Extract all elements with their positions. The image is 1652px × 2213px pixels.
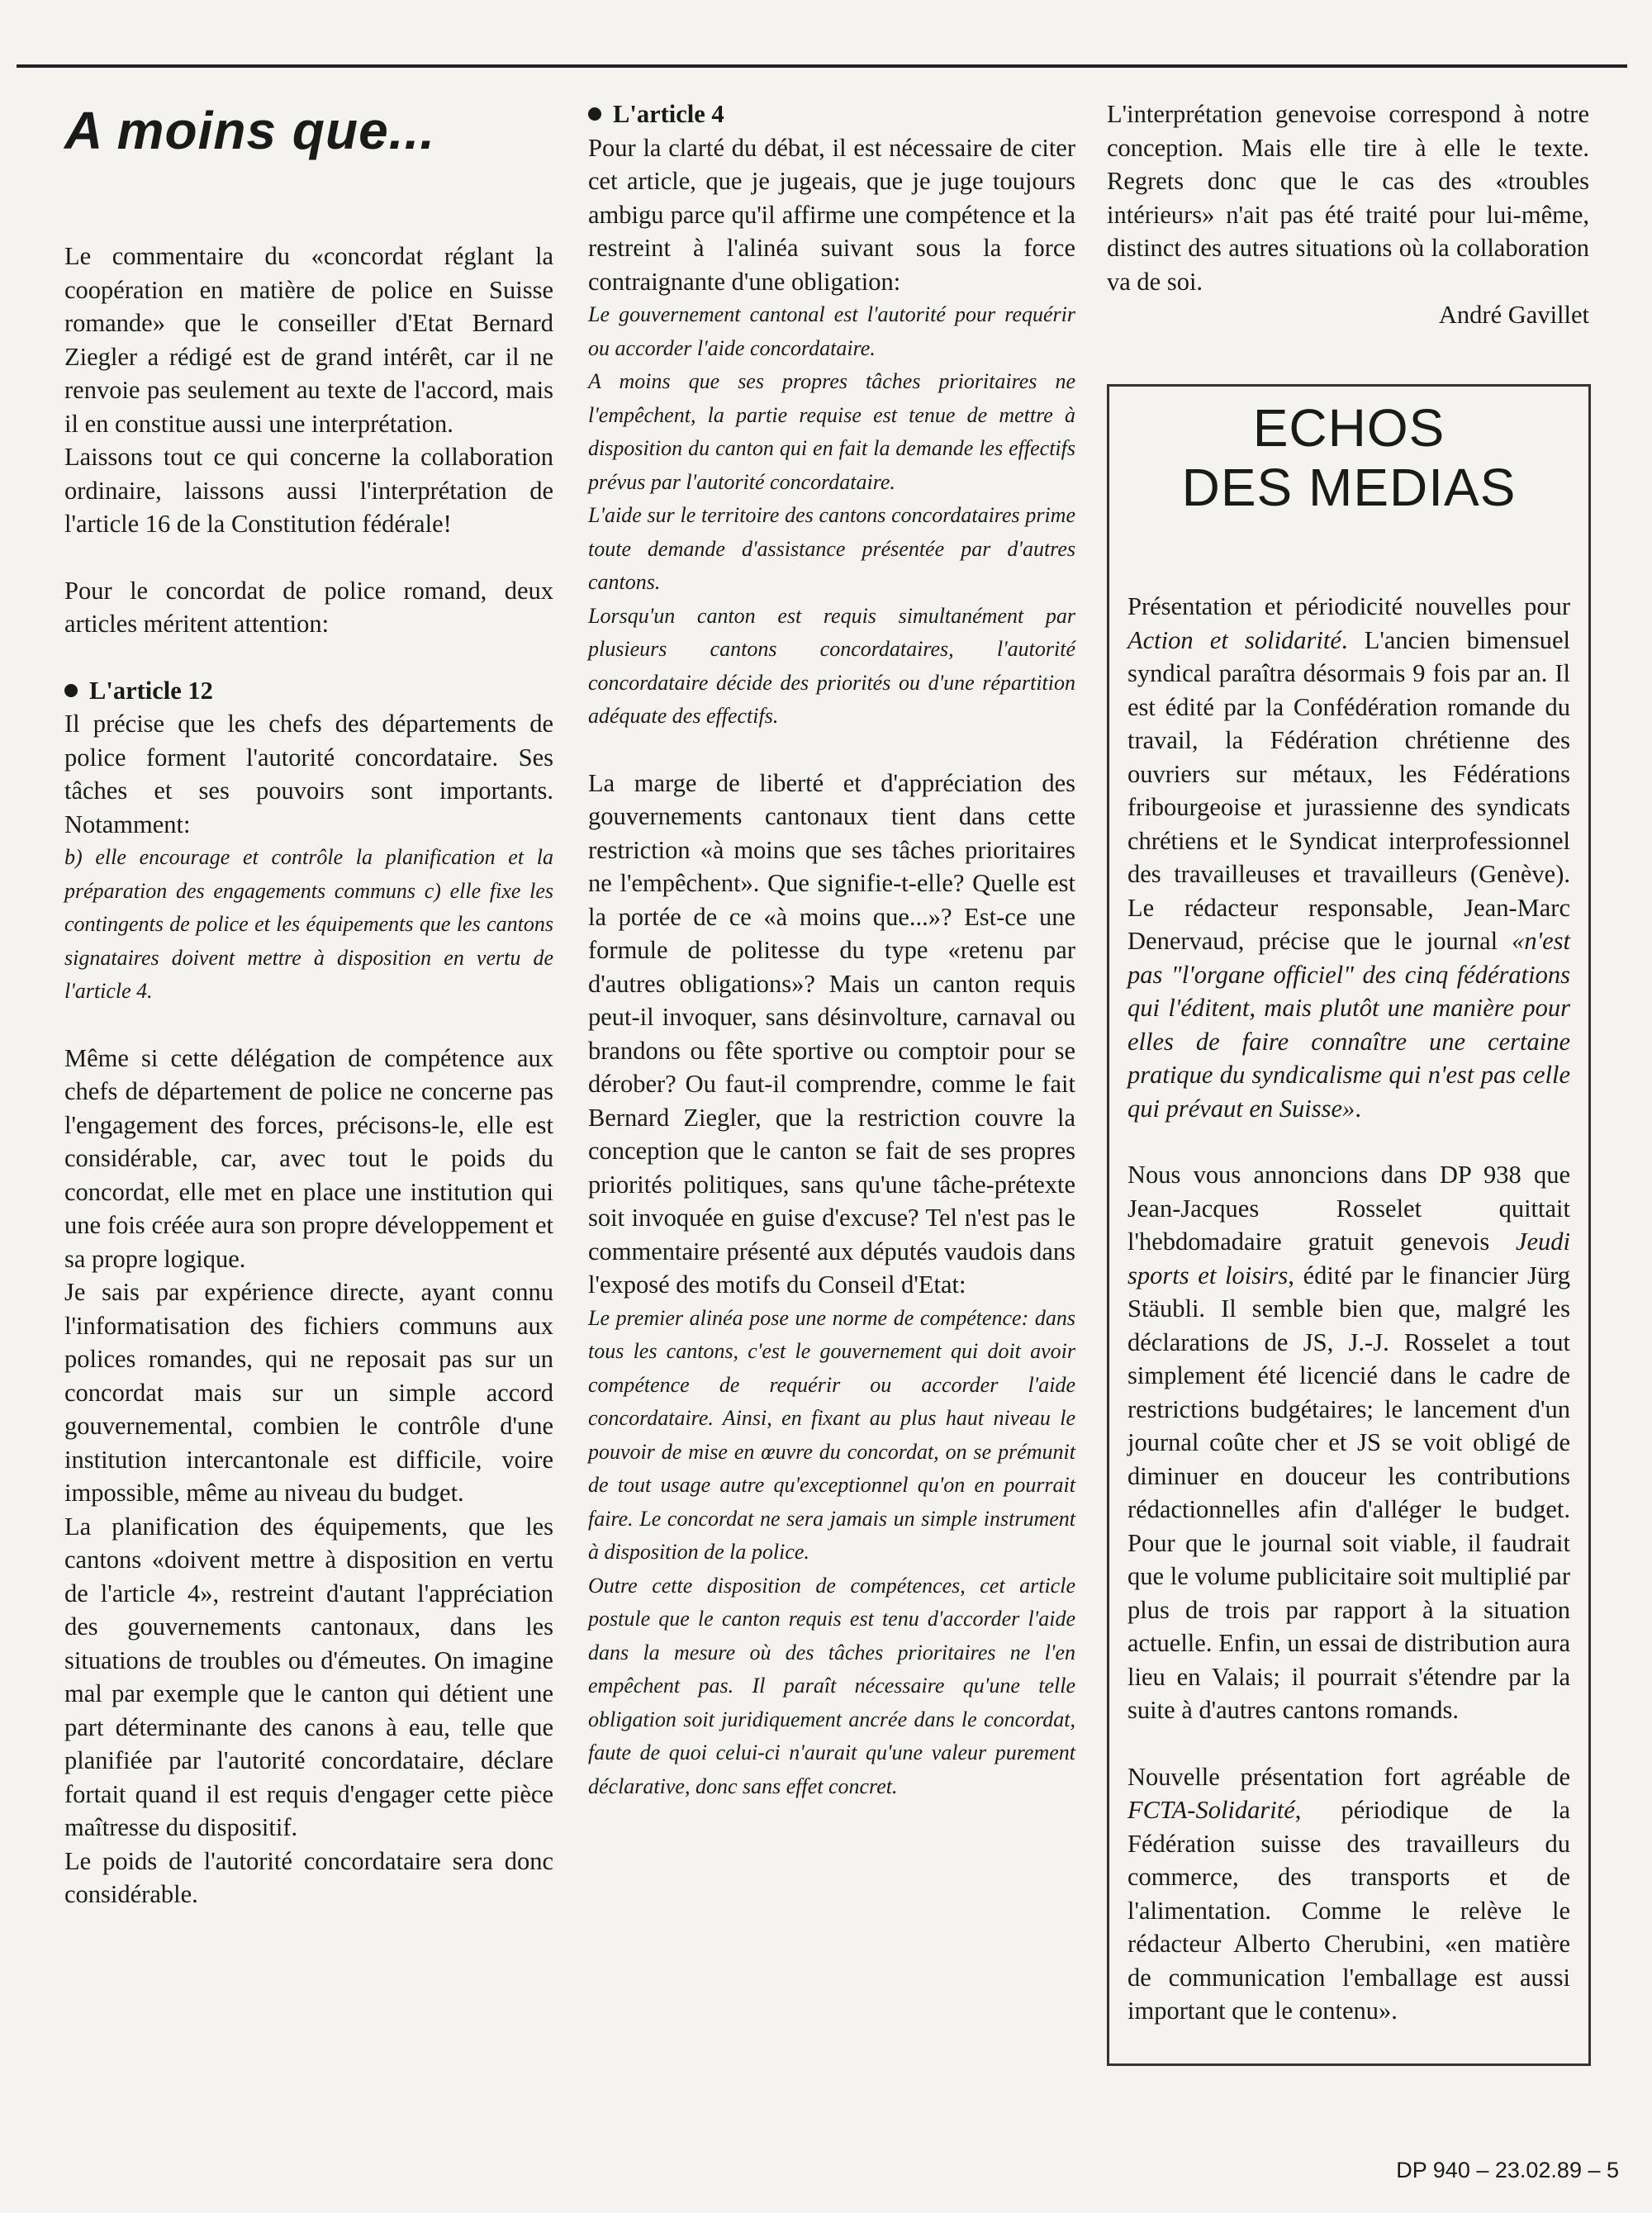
paragraph: Le poids de l'autorité concordataire sera donc considérable. bbox=[64, 1846, 553, 1908]
column-middle bbox=[588, 97, 1075, 1803]
quote: Le gouvernement cantonal est l'autorité pour requérir ou accorder l'aide concordataire. bbox=[588, 302, 1075, 360]
paragraph: Laissons tout ce qui concerne la collaboration ordinaire, laissons aussi l'interprétation de l'article 16 de la Constitution fédérale! bbox=[64, 443, 553, 538]
bullet-icon bbox=[64, 684, 78, 697]
paragraph: Il précise que les chefs des départements de police forment l'autorité concordataire. Ses tâches et ses pouvoirs sont importants. Notamment: bbox=[64, 710, 553, 838]
paragraph: Nouvelle présentation fort agréable de FCTA-Solidarité, périodique de la Fédération suisse des travailleurs du commerce, des transports et de l'alimentation. Comme le relève le rédacteur Alberto Cherubini, «en matière de communication l'emballage est aussi important que le contenu». bbox=[1127, 1762, 1570, 2025]
paragraph: Nous vous annoncions dans DP 938 que Jean-Jacques Rosselet quittait l'hebdomadaire gratuit genevois Jeudi sports et loisirs, édité par le financier Jürg Stäubli. Il semble bien que, malgré les déclarations de JS, J.-J. Rosselet a tout simplement été licencié dans le cadre de restrictions budgétaires; le lancement d'un journal coûte cher et JS se voit obligé de diminuer en douceur les contributions rédactionnelles afin d'alléger le budget. Pour que le journal soit viable, il faudrait que le volume publicitaire soit multiplié par plus de trois par rapport à la situation actuelle. Enfin, un essai de distribution aura lieu en Valais; il pourrait s'étendre par la suite à d'autres cantons romands. bbox=[1127, 1161, 1570, 1724]
bullet-icon bbox=[588, 107, 601, 121]
article-headline: A moins que... bbox=[64, 101, 435, 160]
paragraph: Pour la clarté du débat, il est nécessaire de citer cet article, que je jugeais, que je juge toujours ambigu parce qu'il affirme une compétence et la restreint à l'alinéa suivant sous la force contraignante d'une obligation: bbox=[588, 133, 1075, 296]
quote: b) elle encourage et contrôle la planification et la préparation des engagements communs c) elle fixe les contingents de police et les équipements que les cantons signataires doivent mettre à disposition en vertu de l'article 4. bbox=[64, 845, 553, 1003]
paragraph: Le commentaire du «concordat réglant la coopération en matière de police en Suisse romande» que le conseiller d'Etat Bernard Ziegler a rédigé est de grand intérêt, car il ne renvoie pas seulement au texte de l'accord, mais il en constitue aussi une interprétation. bbox=[64, 242, 553, 438]
paragraph: Présentation et périodicité nouvelles pour Action et solidarité. L'ancien bimensuel syndical paraîtra désormais 9 fois par an. Il est édité par la Confédération romande du travail, la Fédération chrétienne des ouvriers sur métaux, les Fédérations fribourgeoise et jurassienne des syndicats chrétiens et le Syndicat interprofessionnel des travailleuses et travailleurs (Genève). Le rédacteur responsable, Jean-Marc Denervaud, précise que le journal «n'est pas "l'organe officiel" des cinq fédérations qui l'éditent, mais plutôt une manière pour elles de faire connaître une certaine pratique du syndicalisme qui n'est pas celle qui prévaut en Suisse». bbox=[1127, 592, 1570, 1123]
quote: A moins que ses propres tâches prioritaires ne l'empêchent, la partie requise est tenue de mettre à disposition du canton qui en fait la demande les effectifs prévus par l'autorité concordataire. bbox=[588, 369, 1075, 494]
quote: L'aide sur le territoire des cantons concordataires prime toute demande d'assistance présentée par d'autres cantons. bbox=[588, 503, 1075, 594]
column-left bbox=[64, 91, 553, 1911]
quote: Le premier alinéa pose une norme de compétence: dans tous les cantons, c'est le gouvernement qui doit avoir compétence de requérir ou accorder l'aide concordataire. Ainsi, en fixant au plus haut niveau le pouvoir de mise en œuvre du concordat, on se prémunit de tout usage autre qu'exceptionnel qu'on en pourrait faire. Le concordat ne sera jamais un simple instrument à disposition de la police. bbox=[588, 1305, 1075, 1564]
quote: Outre cette disposition de compétences, cet article postule que le canton requis est tenu d'accorder l'aide dans la mesure où des tâches prioritaires ne l'en empêchent pas. Il paraît nécessaire qu'une telle obligation soit juridiquement ancrée dans le concordat, faute de quoi celui-ci n'aurait qu'une valeur purement déclarative, donc sans effet concret. bbox=[588, 1573, 1075, 1798]
subheading-article-12: L'article 12 bbox=[64, 674, 553, 708]
page-footer: DP 940 – 23.02.89 – 5 bbox=[1396, 2158, 1619, 2182]
author-signature: André Gavillet bbox=[1438, 301, 1589, 329]
subheading-article-4: L'article 4 bbox=[588, 97, 1075, 131]
column-right bbox=[1107, 97, 1589, 332]
paragraph: La planification des équipements, que les cantons «doivent mettre à disposition en vertu de l'article 4», restreint d'autant l'appréciation des gouvernements cantonaux, dans les situations de troubles ou d'émeutes. On imagine mal par exemple que le canton qui détient une part déterminante des canons à eau, telle que planifiée par l'autorité concordataire, déclare fortait quand il est requis d'engager cette pièce maîtresse du dispositif. bbox=[64, 1512, 553, 1841]
paragraph: La marge de liberté et d'appréciation des gouvernements cantonaux tient dans cette restriction «à moins que ses tâches prioritaires ne l'empêchent». Que signifie-t-elle? Quelle est la portée de ce «à moins que...»? Est-ce une formule de politesse du type «retenu par d'autres obligations»? Mais un canton requis peut-il invoquer, sans désinvolture, carnaval ou brandons ou fête sportive ou comptoir pour se dérober? Ou faut-il comprendre, comme le fait Bernard Ziegler, que la restriction couvre la conception que le canton se fait de ses propres priorités politiques, sans qu'une tâche-prétexte soit invoquée en guise d'excuse? Tel n'est pas le commentaire présenté aux députés vaudois dans l'exposé des motifs du Conseil d'Etat: bbox=[588, 768, 1075, 1299]
echos-des-medias-box bbox=[1107, 384, 1591, 2066]
paragraph: Je sais par expérience directe, ayant connu l'informatisation des fichiers communs aux polices romandes, qui ne reposait pas sur un concordat mais sur un simple accord gouvernemental, combien le contrôle d'une institution intercantonale est difficile, voire impossible, même au niveau du budget. bbox=[64, 1278, 553, 1507]
quote: Lorsqu'un canton est requis simultanément par plusieurs cantons concordataires, l'autorité concordataire décide des priorités ou d'une répartition adéquate des effectifs. bbox=[588, 603, 1075, 728]
paragraph: L'interprétation genevoise correspond à notre conception. Mais elle tire à elle le texte. Regrets donc que le cas des «troubles intérieurs» n'ait pas été traité pour lui-même, distinct des autres situations où la collaboration va de soi. bbox=[1107, 100, 1589, 296]
paragraph: Pour le concordat de police romand, deux articles méritent attention: bbox=[64, 576, 553, 638]
paragraph: Même si cette délégation de compétence aux chefs de département de police ne concerne pas l'engagement des forces, précisons-le, elle est considérable, car, avec tout le poids du concordat, elle met en place une institution qui une fois créée aura son propre développement et sa propre logique. bbox=[64, 1043, 553, 1273]
top-rule bbox=[17, 64, 1627, 68]
box-title: ECHOS DES MEDIAS bbox=[1181, 398, 1517, 517]
